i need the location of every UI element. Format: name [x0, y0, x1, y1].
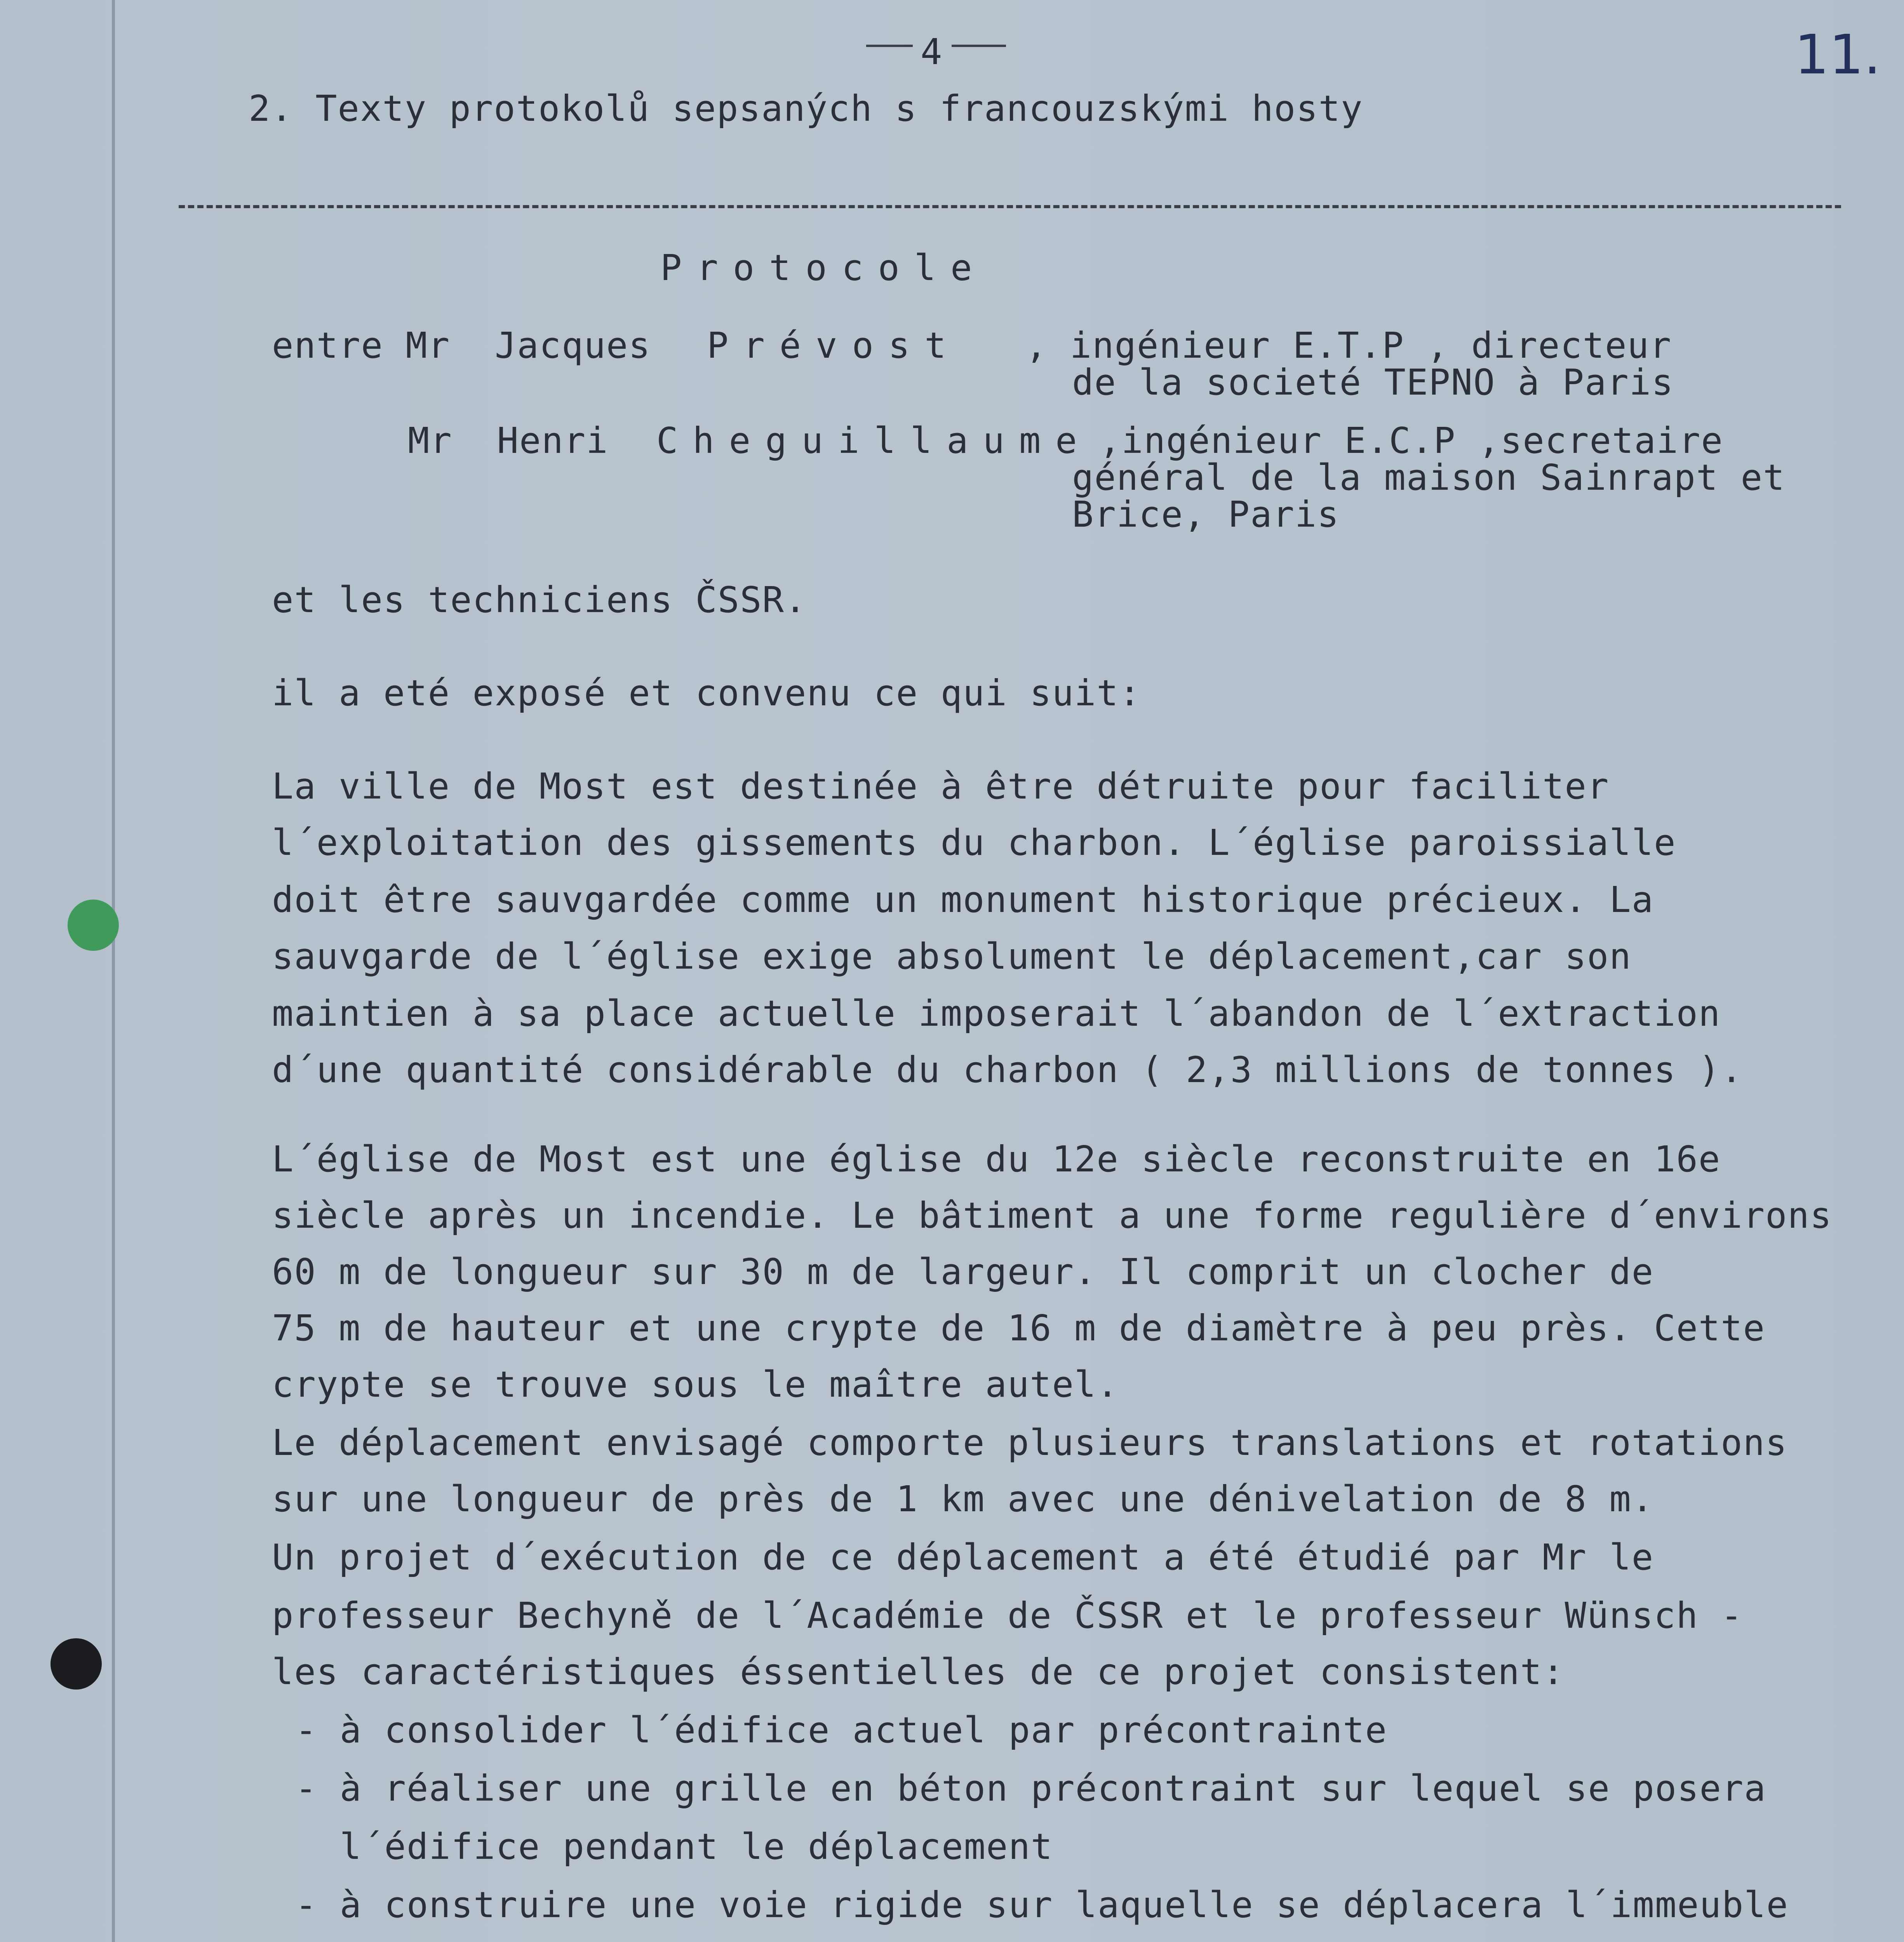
bullet-item-continuation: l´édifice pendant le déplacement	[295, 1826, 1053, 1867]
party-3: et les techniciens ČSSR.	[272, 579, 807, 621]
paragraph-1-line: l´exploitation des gissements du charbon. L´église paroissialle	[272, 822, 1676, 863]
handwritten-page-number: 11.	[1794, 23, 1881, 87]
paragraph-1-line: doit être sauvgardée comme un monument historique précieux. La	[272, 879, 1654, 921]
paragraph-1-line: maintien à sa place actuelle imposerait l´abandon de l´extraction	[272, 993, 1721, 1034]
party-2-name: Cheguillaume	[656, 420, 1092, 461]
punch-hole-green	[68, 900, 119, 951]
intro-line: il a eté exposé et convenu ce qui suit:	[272, 672, 1142, 714]
party-2-suffix: ,ingénieur E.C.P ,secretaire	[1099, 420, 1723, 461]
paragraph-2-line: professeur Bechyně de l´Académie de ČSSR et le professeur Wünsch -	[272, 1595, 1743, 1636]
paragraph-2-line: Un projet d´exécution de ce déplacement a été étudié par Mr le	[272, 1537, 1654, 1578]
paragraph-2-line: sur une longueur de près de 1 km avec une dénivelation de 8 m.	[272, 1478, 1654, 1520]
party-2-prefix: Mr Henri	[408, 420, 609, 461]
party-1-company: de la societé TEPNO à Paris	[1072, 362, 1674, 403]
paragraph-2-line: 75 m de hauteur et une crypte de 16 m de diamètre à peu près. Cette	[272, 1307, 1766, 1349]
party-1-suffix: , ingénieur E.T.P , directeur	[1025, 325, 1672, 366]
protocol-title: Protocole	[660, 247, 987, 289]
bullet-item: - à construire une voie rigide sur laquelle se déplacera l´immeuble	[295, 1884, 1789, 1926]
paragraph-2-line: siècle après un incendie. Le bâtiment a une forme regulière d´environs	[272, 1195, 1833, 1236]
bullet-item: - à consolider l´édifice actuel par précontrainte	[295, 1709, 1388, 1751]
paragraph-2-line: crypte se trouve sous le maître autel.	[272, 1364, 1119, 1405]
party-2-city: Brice, Paris	[1072, 494, 1340, 535]
party-1-prefix: entre Mr Jacques	[272, 325, 651, 366]
section-title: 2. Texty protokolů sepsaných s francouzskými hosty	[249, 88, 1363, 129]
paragraph-2-line: Le déplacement envisagé comporte plusieurs translations et rotations	[272, 1422, 1788, 1463]
paragraph-2-line: les caractéristiques éssentielles de ce projet consistent:	[272, 1651, 1565, 1693]
paragraph-2-line: L´église de Most est une église du 12e siècle reconstruite en 16e	[272, 1138, 1721, 1180]
party-1-name: Prévost	[707, 325, 961, 366]
paragraph-1-line: La ville de Most est destinée à être détruite pour faciliter	[272, 766, 1610, 807]
bullet-item: - à réaliser une grille en béton précontraint sur lequel se posera	[295, 1768, 1767, 1809]
page-number: 4	[921, 31, 942, 73]
page-number-rule-right	[952, 45, 1006, 47]
paragraph-2-line: 60 m de longueur sur 30 m de largeur. Il comprit un clocher de	[272, 1251, 1654, 1293]
separator-rule	[179, 205, 1841, 208]
party-2-company: général de la maison Sainrapt et	[1072, 457, 1786, 498]
margin-line	[112, 0, 115, 1942]
page-number-rule-left	[866, 45, 913, 47]
paragraph-1-line: d´une quantité considérable du charbon ( 2,3 millions de tonnes ).	[272, 1049, 1743, 1091]
punch-hole-black	[50, 1638, 102, 1690]
paragraph-1-line: sauvgarde de l´église exige absolument le déplacement,car son	[272, 936, 1632, 977]
